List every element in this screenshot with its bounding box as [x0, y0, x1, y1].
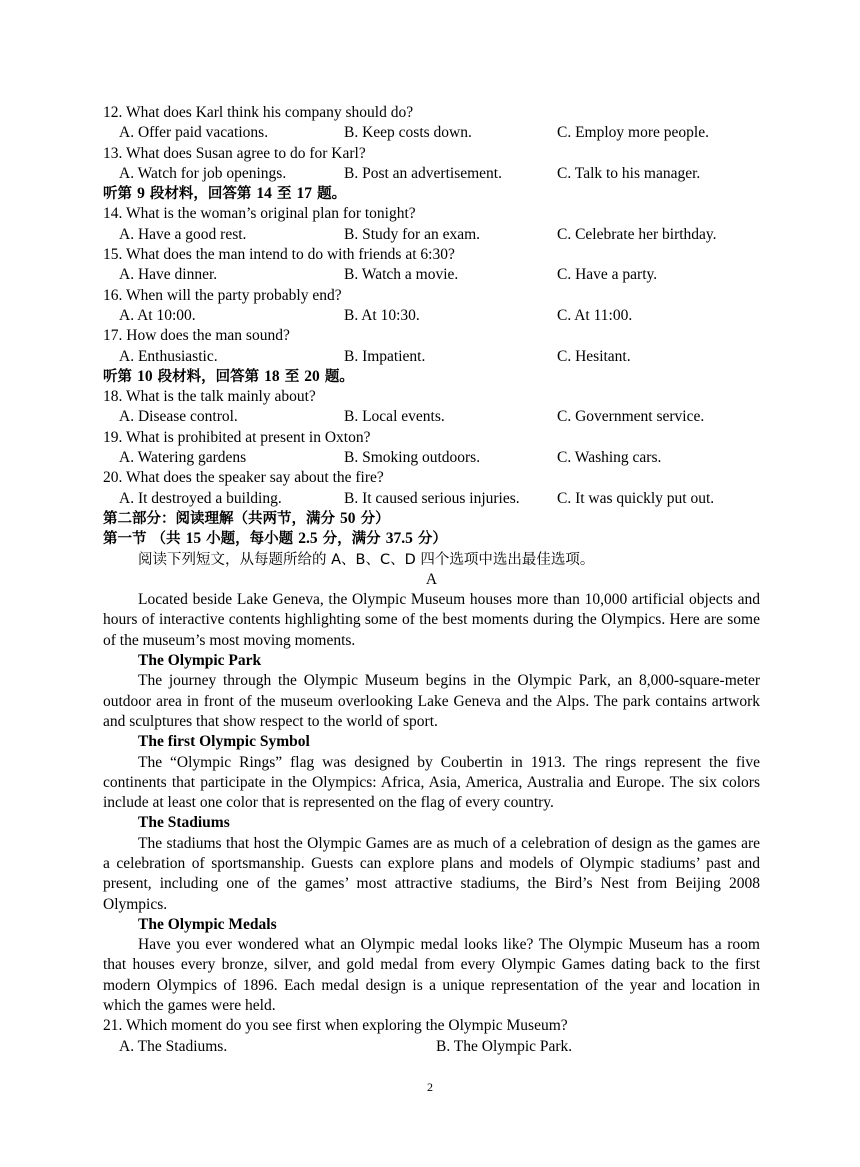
question-20: 20. What does the speaker say about the fire? [103, 469, 384, 487]
option-c: C. Employ more people. [557, 124, 709, 142]
paragraph-medals: Have you ever wondered what an Olympic medal looks like? The Olympic Museum has a room that houses every bronze, silver, and gold medal from every Olympic Games dating back to the first modern Olympics of 1896. Each medal design is a unique representation of the year and location in which the games were held. [103, 936, 760, 1015]
option-c: C. Washing cars. [557, 449, 662, 467]
paragraph-olympic-park: The journey through the Olympic Museum begins in the Olympic Park, an 8,000-square-meter outdoor area in front of the museum overlooking Lake Geneva and the Alps. The park contains artwork and sculptures that show respect to the world of sport. [103, 672, 760, 730]
option-a: A. Have dinner. [119, 266, 218, 284]
page-number: 2 [427, 1080, 433, 1094]
option-b: B. Watch a movie. [344, 266, 459, 284]
option-a: A. Offer paid vacations. [119, 124, 269, 142]
option-c: C. Celebrate her birthday. [557, 225, 717, 243]
option-c: C. Hesitant. [557, 347, 631, 365]
instructions: 阅读下列短文，从每题所给的 A、B、C、D 四个选项中选出最佳选项。 [138, 551, 595, 568]
subheading-olympic-park: The Olympic Park [138, 652, 262, 670]
question-19: 19. What is prohibited at present in Oxton? [103, 428, 371, 446]
subheading-stadiums: The Stadiums [138, 814, 230, 832]
question-13: 13. What does Susan agree to do for Karl? [103, 144, 366, 162]
options-16 [103, 306, 760, 326]
option-a: A. Watering gardens [119, 449, 247, 467]
paragraph-stadiums: The stadiums that host the Olympic Games are as much of a celebration of design as the games are a celebration of sportsmanship. Guests can explore plans and models of Olympic stadiums’ past and present, including one of the games’ most attractive stadiums, the Bird’s Nest from Beijing 2008 Olympics. [103, 834, 760, 913]
question-12: 12. What does Karl think his company should do? [103, 104, 414, 121]
option-a: A. Watch for job openings. [119, 164, 287, 182]
option-c: C. Talk to his manager. [557, 164, 701, 182]
option-b: B. Study for an exam. [344, 225, 481, 243]
part-two-heading: 第二部分：阅读理解（共两节，满分 50 分） [103, 509, 390, 527]
option-a: A. Enthusiastic. [119, 347, 218, 365]
option-a: A. The Stadiums. [119, 1037, 228, 1055]
question-16: 16. When will the party probably end? [103, 286, 342, 304]
option-b: B. Smoking outdoors. [344, 449, 481, 467]
option-a: A. It destroyed a building. [119, 489, 282, 507]
option-c: C. It was quickly put out. [557, 489, 715, 507]
option-c: C. At 11:00. [557, 306, 633, 324]
option-b: B. Impatient. [344, 347, 426, 365]
options-14 [103, 225, 760, 245]
subheading-medals: The Olympic Medals [138, 915, 277, 933]
options-19 [103, 448, 760, 468]
passage-intro: Located beside Lake Geneva, the Olympic Museum houses more than 10,000 artificial objects and hours of interactive contents highlighting some of the best moments during the Olympics. Here are some of the museum’s most moving moments. [103, 591, 760, 649]
options-18 [103, 407, 760, 427]
subheading-olympic-symbol: The first Olympic Symbol [138, 733, 310, 751]
option-a: A. Disease control. [119, 408, 238, 426]
options-20 [103, 489, 760, 509]
option-c: C. Have a party. [557, 266, 658, 284]
passage-letter: A [425, 570, 438, 588]
options-15 [103, 265, 760, 285]
option-b: B. At 10:30. [344, 306, 420, 324]
option-b: B. Keep costs down. [344, 124, 472, 142]
options-21 [103, 1037, 760, 1057]
option-b: B. Post an advertisement. [344, 164, 502, 182]
section-one-heading: 第一节 （共 15 小题，每小题 2.5 分，满分 37.5 分） [103, 530, 447, 548]
options-12 [103, 123, 760, 143]
section-heading-10: 听第 10 段材料，回答第 18 至 20 题。 [103, 367, 354, 385]
exam-page [103, 103, 760, 1057]
section-heading-9: 听第 9 段材料，回答第 14 至 17 题。 [103, 185, 347, 203]
option-b: B. It caused serious injuries. [344, 489, 520, 507]
question-18: 18. What is the talk mainly about? [103, 388, 316, 406]
question-21: 21. Which moment do you see first when exploring the Olympic Museum? [103, 1017, 568, 1035]
question-14: 14. What is the woman’s original plan for tonight? [103, 205, 416, 223]
option-b: B. The Olympic Park. [436, 1037, 573, 1055]
option-c: C. Government service. [557, 408, 705, 426]
option-b: B. Local events. [344, 408, 445, 426]
question-15: 15. What does the man intend to do with friends at 6:30? [103, 246, 455, 264]
options-17 [103, 347, 760, 367]
paragraph-olympic-symbol: The “Olympic Rings” flag was designed by Coubertin in 1913. The rings represent the five continents that participate in the Olympics: Africa, Asia, America, Australia and Europe. The six colors include at least one color that is represented on the flag of every country. [103, 753, 760, 812]
options-13 [103, 164, 760, 184]
question-17: 17. How does the man sound? [103, 327, 290, 345]
option-a: A. At 10:00. [119, 306, 196, 324]
option-a: A. Have a good rest. [119, 225, 247, 243]
